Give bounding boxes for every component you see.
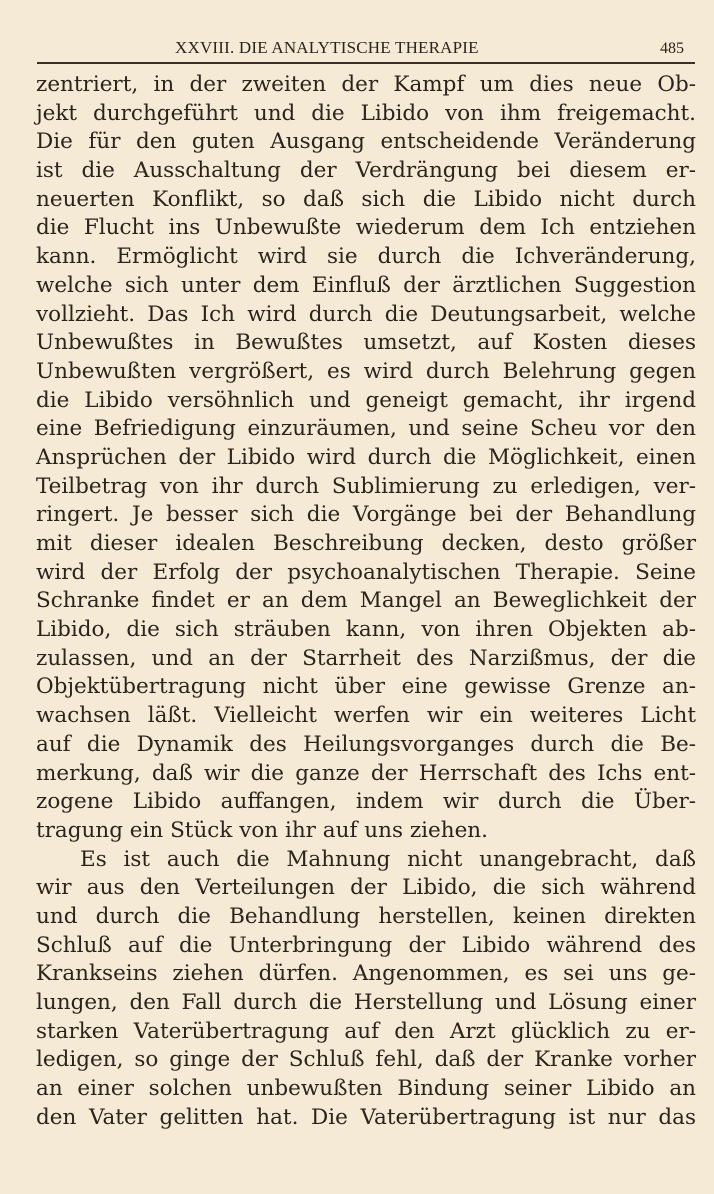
- text-line: Libido, die sich sträuben kann, von ihren Objekten ab-: [36, 617, 696, 643]
- text-line: Krankseins ziehen dürfen. Angenommen, es sei uns ge-: [36, 961, 696, 987]
- text-line: vollzieht. Das Ich wird durch die Deutungsarbeit, welche: [36, 301, 696, 327]
- text-line: Die für den guten Ausgang entscheidende Veränderung: [36, 129, 696, 155]
- text-line: eine Befriedigung einzuräumen, und seine Scheu vor den: [36, 416, 696, 442]
- text-line: jekt durchgeführt und die Libido von ihm freigemacht.: [36, 100, 696, 126]
- paragraph-end-line: tragung ein Stück von ihr auf uns ziehen.: [36, 817, 488, 843]
- text-line: welche sich unter dem Einfluß der ärztlichen Suggestion: [36, 272, 696, 298]
- text-line: ringert. Je besser sich die Vorgänge bei der Behandlung: [36, 502, 696, 528]
- text-line: die Flucht ins Unbewußte wiederum dem Ich entziehen: [36, 215, 696, 241]
- text-line: auf die Dynamik des Heilungsvorganges durch die Be-: [36, 731, 696, 757]
- text-line: wir aus den Verteilungen der Libido, die sich während: [36, 875, 696, 901]
- text-line: lungen, den Fall durch die Herstellung und Lösung einer: [36, 990, 696, 1015]
- text-line: ist die Ausschaltung der Verdrängung bei diesem er-: [36, 158, 696, 184]
- text-line: zogene Libido auffangen, indem wir durch die Über-: [36, 789, 696, 815]
- body-text: [36, 71, 696, 1132]
- text-line: Ansprüchen der Libido wird durch die Möglichkeit, einen: [36, 444, 696, 470]
- text-line: Objektübertragung nicht über eine gewisse Grenze an-: [36, 674, 696, 700]
- text-line: Unbewußtes in Bewußtes umsetzt, auf Kosten dieses: [36, 330, 696, 356]
- text-line: mit dieser idealen Beschreibung decken, desto größer: [36, 531, 696, 556]
- text-line: zulassen, und an der Starrheit des Narzißmus, der die: [36, 645, 696, 671]
- text-line: merkung, daß wir die ganze der Herrschaft des Ichs ent-: [36, 760, 696, 786]
- text-line: und durch die Behandlung herstellen, keinen direkten: [36, 903, 696, 929]
- text-line: kann. Ermöglicht wird sie durch die Ichveränderung,: [36, 244, 696, 270]
- text-line: starken Vaterübertragung auf den Arzt glücklich zu er-: [36, 1018, 696, 1044]
- text-line: an einer solchen unbewußten Bindung seiner Libido an: [36, 1076, 696, 1102]
- text-line: Unbewußten vergrößert, es wird durch Belehrung gegen: [36, 358, 696, 384]
- running-header: [0, 38, 714, 62]
- text-line: wird der Erfolg der psychoanalytischen Therapie. Seine: [36, 559, 696, 585]
- text-line: Teilbetrag von ihr durch Sublimierung zu erledigen, ver-: [36, 473, 696, 499]
- text-line: neuerten Konflikt, so daß sich die Libido nicht durch: [36, 186, 696, 212]
- page-number: 485: [660, 40, 684, 57]
- text-line: die Libido versöhnlich und geneigt gemacht, ihr irgend: [36, 387, 696, 413]
- text-line: den Vater gelitten hat. Die Vaterübertragung ist nur das: [36, 1104, 696, 1130]
- text-line: Schranke findet er an dem Mangel an Beweglichkeit der: [36, 588, 696, 614]
- paragraph-start-line: Es ist auch die Mahnung nicht unangebracht, daß: [80, 846, 696, 872]
- text-line: ledigen, so ginge der Schluß fehl, daß der Kranke vorher: [36, 1047, 696, 1073]
- chapter-title: XXVIII. DIE ANALYTISCHE THERAPIE: [175, 38, 479, 57]
- text-line: wachsen läßt. Vielleicht werfen wir ein weiteres Licht: [36, 703, 696, 729]
- text-line: zentriert, in der zweiten der Kampf um dies neue Ob-: [36, 72, 696, 97]
- header-rule: [37, 62, 695, 64]
- text-line: Schluß auf die Unterbringung der Libido während des: [36, 932, 696, 958]
